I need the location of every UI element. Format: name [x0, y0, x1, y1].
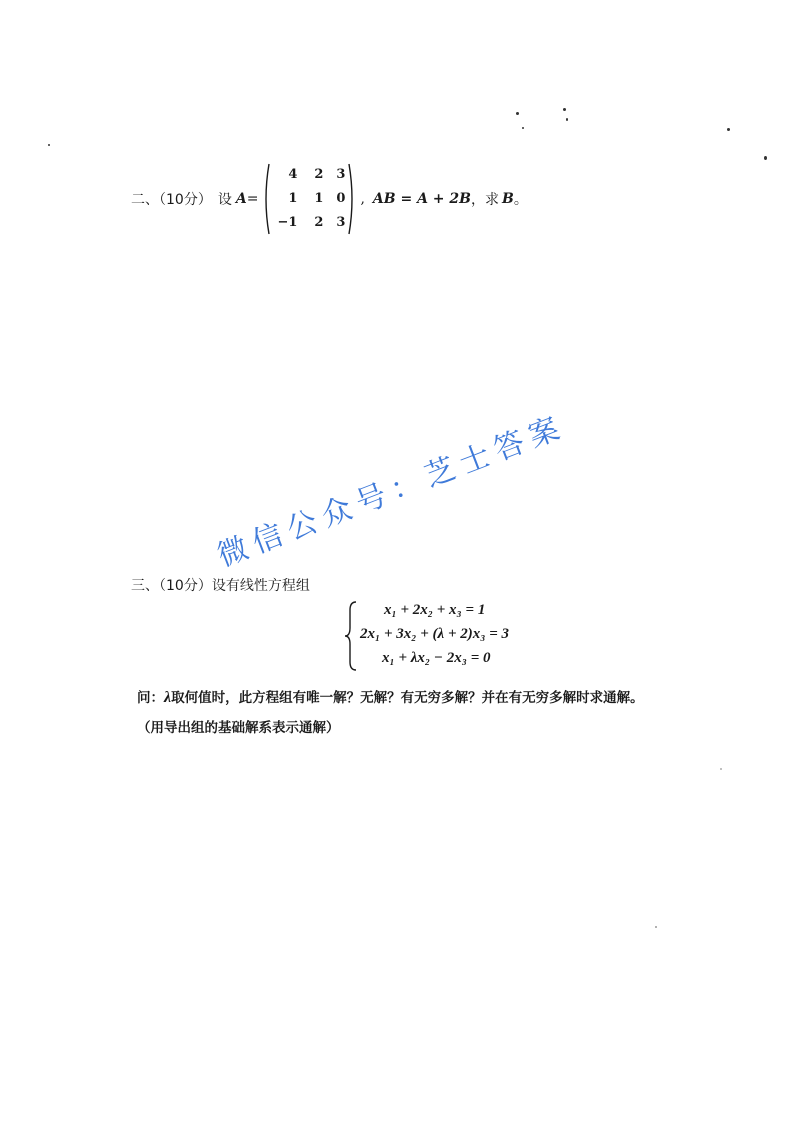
equals-sign: = — [246, 191, 259, 207]
equation-3: x₁ + λx₂ − 2x₃ = 0 — [382, 650, 491, 666]
problem-2-intro: 设 — [217, 192, 232, 208]
left-brace-icon — [344, 600, 358, 672]
matrix-grid — [270, 163, 348, 235]
scan-speck — [516, 112, 519, 115]
matrix-cell: −1 — [277, 215, 298, 230]
matrix-cell: 4 — [288, 167, 298, 182]
problem-2-condition: AB = A + 2B — [372, 191, 471, 207]
problem-2-number: 二、（10分） — [131, 192, 212, 208]
equation-2: 2x₁ + 3x₂ + (λ + 2)x₃ = 3 — [360, 626, 510, 642]
scan-speck — [720, 768, 722, 770]
condition-separator: , — [360, 191, 365, 207]
problem-2 — [131, 163, 528, 235]
left-paren-icon — [262, 163, 270, 235]
problem-3-header: 三、（10分）设有线性方程组 — [131, 578, 310, 594]
problem-3-question — [137, 686, 644, 707]
matrix-cell: 2 — [314, 215, 324, 230]
scan-speck — [727, 128, 730, 131]
question-text: 取何值时，此方程组有唯一解？无解？有无穷多解？并在有无穷多解时求通解。 — [171, 690, 644, 706]
scan-speck — [563, 108, 566, 111]
equation-1: x₁ + 2x₂ + x₃ = 1 — [384, 602, 486, 618]
matrix-cell: 0 — [336, 191, 346, 206]
problem-2-target: B — [501, 191, 514, 207]
matrix-cell: 3 — [336, 215, 346, 230]
scan-speck — [48, 144, 50, 146]
matrix-a — [262, 163, 356, 235]
scan-speck — [655, 926, 657, 928]
problem-3-note: （用导出组的基础解系表示通解） — [137, 720, 340, 736]
question-prefix: 问： — [137, 690, 164, 706]
matrix-cell: 2 — [314, 167, 324, 182]
lambda-symbol: λ — [164, 689, 172, 706]
right-paren-icon — [348, 163, 356, 235]
scan-speck — [764, 156, 767, 160]
equation-system — [344, 600, 544, 672]
problem-2-ask: ，求 — [470, 192, 499, 208]
scan-speck — [522, 127, 524, 129]
matrix-cell: 1 — [288, 191, 298, 206]
matrix-cell: 3 — [336, 167, 346, 182]
problem-2-end: 。 — [513, 192, 528, 208]
scan-speck — [566, 118, 568, 121]
matrix-cell: 1 — [314, 191, 324, 206]
watermark: 微信公众号：芝士答案 — [212, 408, 571, 575]
matrix-name: A — [235, 191, 247, 207]
